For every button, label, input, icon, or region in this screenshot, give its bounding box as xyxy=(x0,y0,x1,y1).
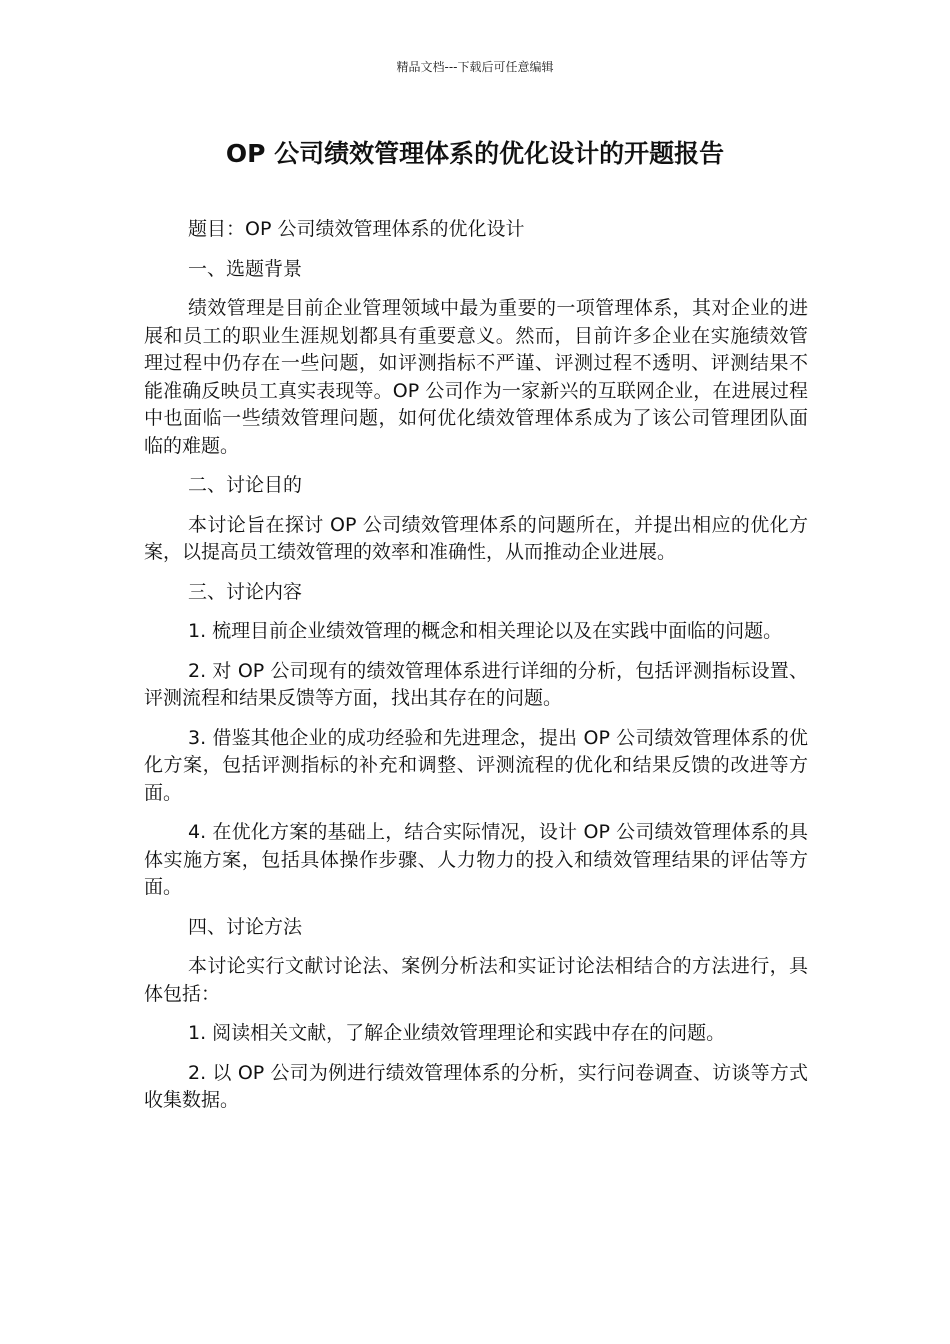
method-paragraph: 本讨论实行文献讨论法、案例分析法和实证讨论法相结合的方法进行，具体包括： xyxy=(144,955,808,1005)
section-heading-method: 四、讨论方法 xyxy=(188,915,303,938)
document-body xyxy=(144,216,808,1127)
content-item-4: 4. 在优化方案的基础上，结合实际情况，设计 OP 公司绩效管理体系的具体实施方案，包括具体操作步骤、人力物力的投入和绩效管理结果的评估等方面。 xyxy=(144,821,808,898)
content-item-2: 2. 对 OP 公司现有的绩效管理体系进行详细的分析，包括评测指标设置、评测流程和结果反馈等方面，找出其存在的问题。 xyxy=(144,659,808,709)
method-item-1: 1. 阅读相关文献，了解企业绩效管理理论和实践中存在的问题。 xyxy=(188,1022,726,1044)
background-paragraph: 绩效管理是目前企业管理领域中最为重要的一项管理体系，其对企业的进展和员工的职业生涯规划都具有重要意义。然而，目前许多企业在实施绩效管理过程中仍存在一些问题，如评测指标不严谨、评测过程不透明、评测结果不能准确反映员工真实表现等。OP 公司作为一家新兴的互联网企业，在进展过程中也面临一些绩效管理问题，如何优化绩效管理体系成为了该公司管理团队面临的难题。 xyxy=(144,297,808,457)
page-header: 精品文档---下载后可任意编辑 xyxy=(396,60,554,74)
purpose-paragraph: 本讨论旨在探讨 OP 公司绩效管理体系的问题所在，并提出相应的优化方案，以提高员工绩效管理的效率和准确性，从而推动企业进展。 xyxy=(144,513,808,563)
document-title: OP 公司绩效管理体系的优化设计的开题报告 xyxy=(225,139,725,168)
section-heading-purpose: 二、讨论目的 xyxy=(188,474,303,496)
content-item-3: 3. 借鉴其他企业的成功经验和先进理念，提出 OP 公司绩效管理体系的优化方案，包括评测指标的补充和调整、评测流程的优化和结果反馈的改进等方面。 xyxy=(144,726,808,804)
section-heading-background: 一、选题背景 xyxy=(188,257,303,280)
topic-line: 题目：OP 公司绩效管理体系的优化设计 xyxy=(188,218,525,240)
section-heading-content: 三、讨论内容 xyxy=(188,580,303,603)
method-item-2: 2. 以 OP 公司为例进行绩效管理体系的分析，实行问卷调查、访谈等方式收集数据。 xyxy=(144,1061,808,1111)
content-item-1: 1. 梳理目前企业绩效管理的概念和相关理论以及在实践中面临的问题。 xyxy=(188,620,783,642)
